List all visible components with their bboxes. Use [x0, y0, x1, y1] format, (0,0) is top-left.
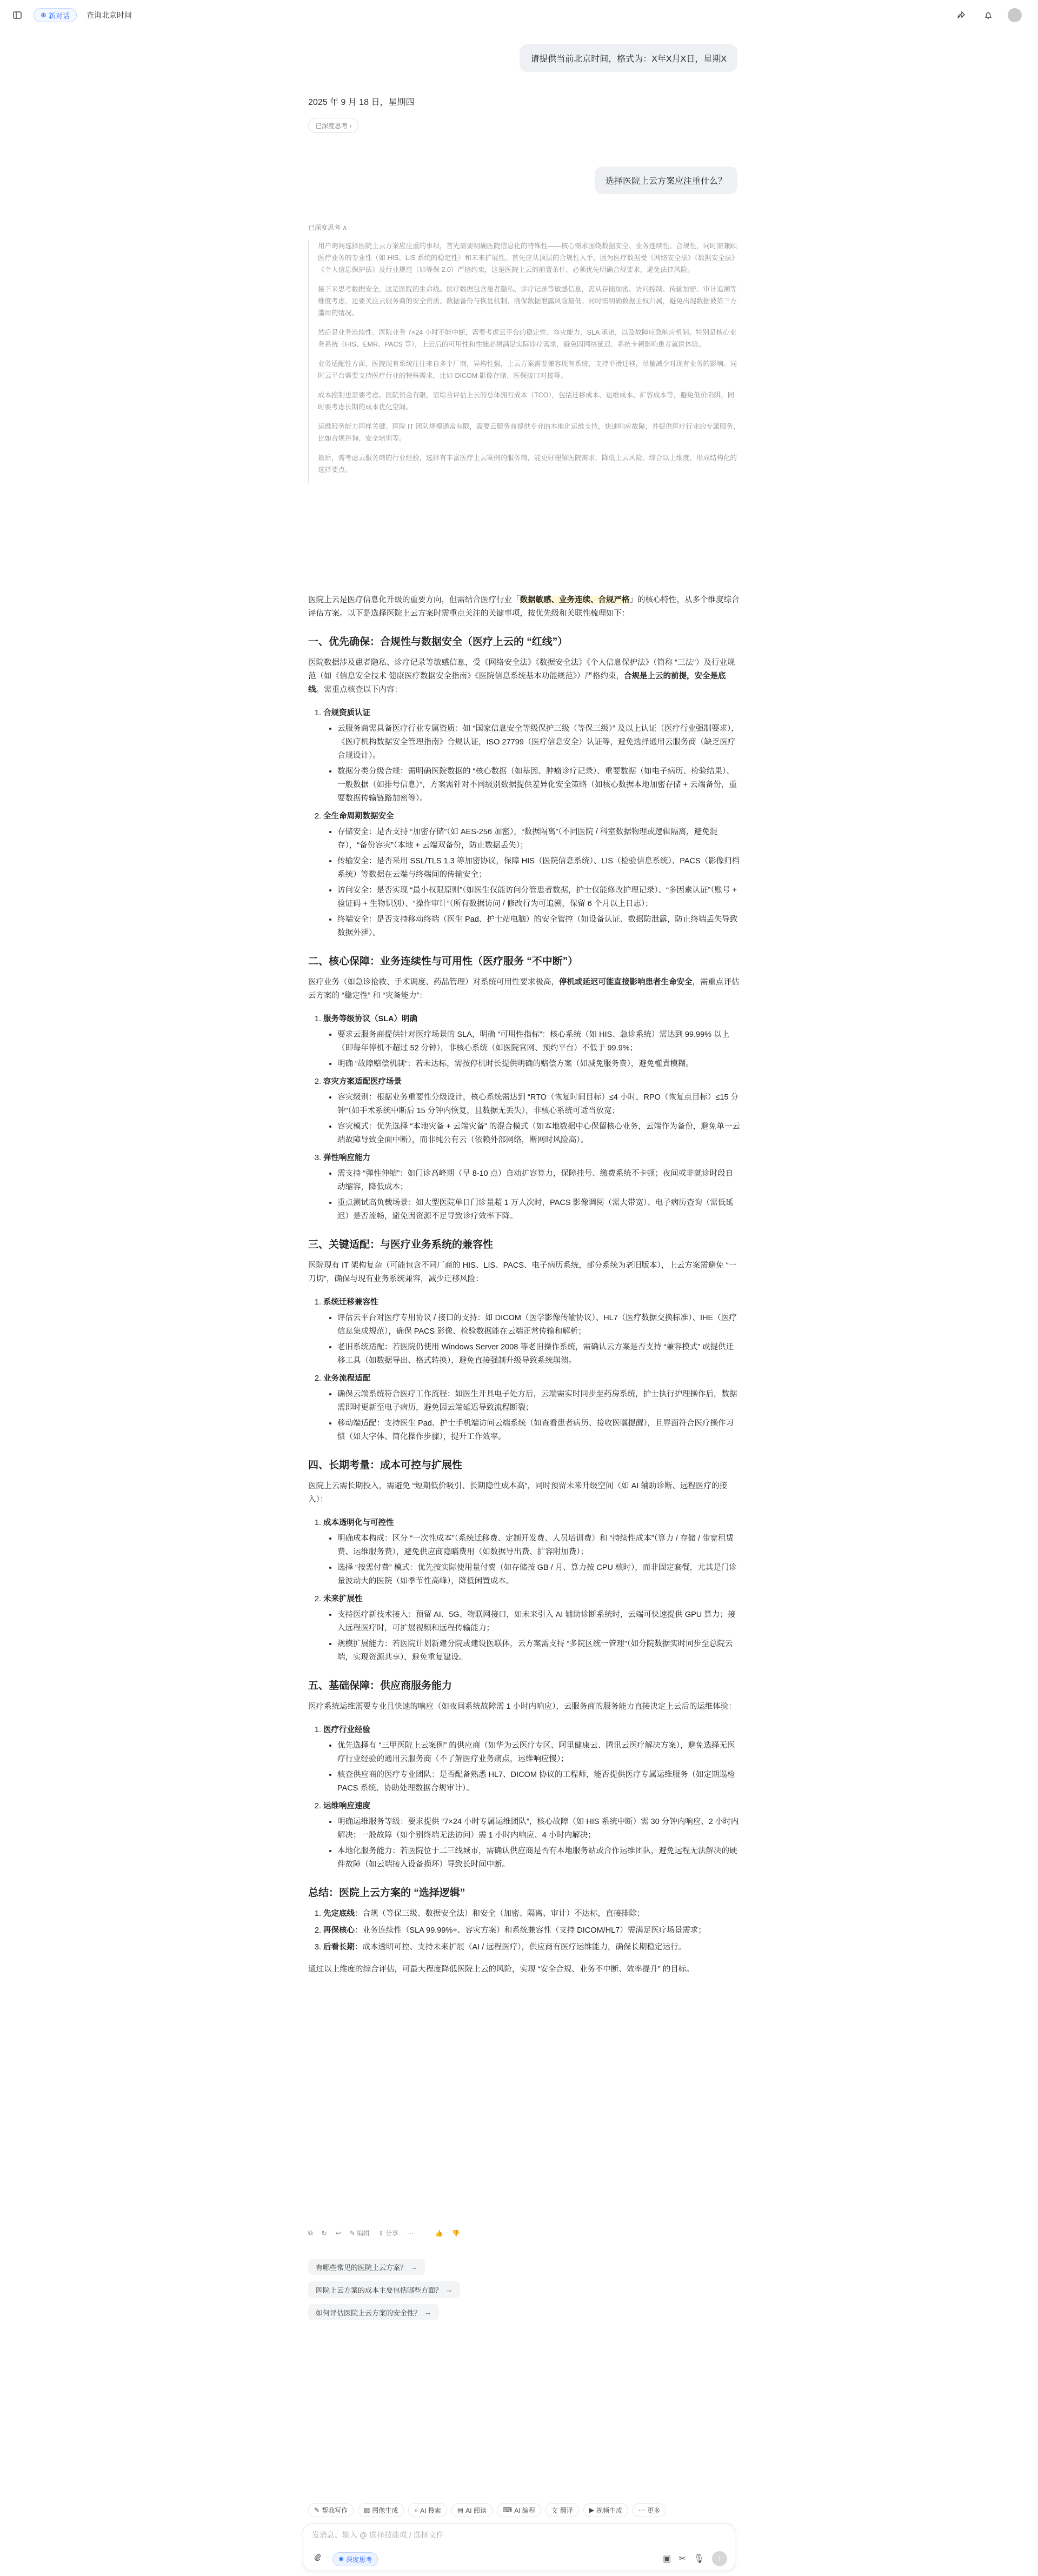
reasoning-paragraph: 接下来思考数据安全，这是医院的生命线。医疗数据包含患者隐私、诊疗记录等敏感信息，需从存储加密、访问控制、传输加密、审计追溯等维度考虑，还要关注云服务商的安全资质、数据备份与恢复机制，确保数据泄露风险最低。同时需明确数据主权归属，避免出现数据被第三方滥用的情况。 [318, 285, 737, 317]
bullet-list [323, 1815, 741, 1872]
summary-item [323, 1941, 741, 1954]
bullet-list [323, 1312, 741, 1368]
atom-icon: ✺ [338, 2555, 344, 2563]
section-4-title: 四、长期考量：成本可控与扩展性 [308, 1460, 463, 1471]
summary-item-text: ：成本透明可控、支持未来扩展（AI / 远程医疗），供应商有医疗运维能力，确保长期稳定运行。 [355, 1943, 687, 1952]
bullet-item: • 明确 “故障赔偿机制”：若未达标，需按停机时长提供明确的赔偿方案（如减免服务费），避免權責模糊。 [337, 1057, 741, 1071]
pen-icon: ✎ [314, 2506, 320, 2514]
summary-item-title: 后看长期 [323, 1943, 355, 1952]
bullet-item: • 优先选择有 “三甲医院上云案例” 的供应商（如华为云医疗专区、阿里健康云、腾讯云医疗解决方案），避免选择无医疗行业经验的通用云服务商（不了解医疗业务痛点，运维响应慢）； [337, 1739, 741, 1766]
arrow-right-icon: → [410, 2262, 418, 2271]
ai-read-icon: ▤ [457, 2506, 464, 2514]
section-4-intro: 医院上云需长期投入，需避免 “短期低价吸引、长期隐性成本高”，同时预留未来升级空间（如 AI 辅助诊断、远程医疗的接入）： [308, 1482, 727, 1504]
bullet-item: • 规模扩展能力：若医院计划新建分院或建设医联体，云方案需支持 “多院区统一管理”（如分院数据实时同步至总院云端，实现资源共享），避免重复建设。 [337, 1638, 741, 1665]
section-4-list [308, 1516, 741, 1665]
more-icon[interactable]: ··· [407, 2229, 414, 2237]
more-icon: ⋯ [638, 2506, 646, 2514]
bullet-item: • 确保云端系统符合医疗工作流程：如医生开具电子处方后，云端需实时同步至药房系统，护士执行护理操作后，数据需即时更新至电子病历，避免因云端延迟导致流程断裂； [337, 1388, 741, 1415]
suggestion-3[interactable]: 如何评估医院上云方案的安全性？ → [308, 2304, 439, 2320]
list-item [323, 1800, 741, 1872]
answer-date: 2025 年 9 月 18 日，星期四 [308, 98, 415, 107]
reasoning-paragraph: 最后，需考虑云服务商的行业经验，选择有丰富医疗上云案例的服务商，能更好理解医院需求，降低上云风险。综合以上维度，形成结构化的选择要点。 [318, 454, 737, 474]
bullet-item: • 传输安全：是否采用 SSL/TLS 1.3 等加密协议，保障 HIS（医院信息系统）、LIS（检验信息系统）、PACS（影像归档系统）等数据在云端与终端间的传输安全； [337, 855, 741, 882]
microphone-icon[interactable]: 🎙 [693, 2554, 704, 2564]
bullet-item: • 容灾模式：优先选择 “本地灾备 + 云端灾备” 的混合模式（如本地数据中心保留核心业务，云端作为备份，避免单一云端故障导致全面中断），而非纯公有云（依赖外部网络，断网时风险高）。 [337, 1120, 741, 1147]
list-item [323, 1593, 741, 1665]
bullet-item: • 支持医疗新技术接入：预留 AI、5G、物联网接口，如未来引入 AI 辅助诊断系统时，云端可快速提供 GPU 算力；接入远程医疗时，可扩展视频和远程传输能力； [337, 1608, 741, 1635]
bullet-list [323, 1608, 741, 1665]
bullet-item: • 存储安全：是否支持 “加密存储”（如 AES-256 加密），“数据隔离”（不同医院 / 科室数据物理或逻辑隔离，避免混存），“备份容灾”（本地 + 云端双备份，防止数据丢失）； [337, 826, 741, 853]
bullet-item: • 需支持 “弹性伸缩”：如门诊高峰期（早 8-10 点）自动扩容算力，保障挂号、缴费系统不卡顿；夜间或非就诊时段自动缩容，降低成本； [337, 1167, 741, 1194]
answer-intro: 医院上云是医疗信息化升级的重要方向，但需结合医疗行业「数据敏感、业务连续、合规严格」的核心特性，从多个维度综合评估方案。以下是选择医院上云方案时需重点关注的关键事项，按优先级和关联性梳理如下： [308, 596, 740, 618]
answer-actions [308, 2228, 460, 2238]
paperclip-icon[interactable] [313, 2553, 322, 2565]
tool-button[interactable] [583, 2503, 628, 2517]
bullet-item: • 明确运维服务等级：要求提供 “7×24 小时专属运维团队”，核心故障（如 HIS 系统中断）需 30 分钟内响应、2 小时内解决；一般故障（如个别终端无法访问）需 1 小时内响应、4 小时内解决； [337, 1815, 741, 1842]
bullet-item: • 明确成本构成：区分 “一次性成本”（系统迁移费、定制开发费、人员培训费）和 “持续性成本”（算力 / 存储 / 带宽租赁费、运维服务费），避免供应商隐瞞费用（如数据导出费、扩容附加费）； [337, 1532, 741, 1559]
list-item-title: 2. 运维响应速度 [323, 1802, 370, 1810]
screenshot-icon[interactable]: ▣ [663, 2554, 671, 2564]
pencil-icon: ✎ [349, 2229, 355, 2237]
section-1-list [308, 707, 741, 940]
bullet-list [323, 722, 741, 806]
summary-item [323, 1907, 741, 1921]
bullet-list [323, 1091, 741, 1147]
tool-label: AI 阅读 [465, 2506, 487, 2514]
scissors-icon[interactable]: ✂ [678, 2554, 686, 2564]
arrow-up-icon: ↑ [717, 2554, 722, 2563]
bullet-item: • 访问安全：是否实现 “最小权限原则”（如医生仅能访问分管患者数据，护士仅能修改护理记录）、“多因素认证”（账号 + 验证码 + 生物识别）、“操作审计”（所有数据访问 / 修改行为可追溯，保留 6 个月以上日志）； [337, 884, 741, 911]
image-icon: ▨ [364, 2506, 370, 2514]
summary-title: 总结：医院上云方案的 “选择逻辑” [308, 1887, 465, 1899]
section-2-title: 二、核心保障：业务连续性与可用性（医疗服务 “不中断”） [308, 956, 578, 967]
list-item [323, 1013, 741, 1071]
bell-icon[interactable] [981, 8, 996, 23]
list-item [323, 1075, 741, 1147]
conversation-title: 查询北京时间 [86, 11, 132, 19]
list-item [323, 1372, 741, 1444]
section-1-title: 一、优先确保：合规性与数据安全（医疗上云的 “红线”） [308, 636, 568, 648]
list-item [323, 1516, 741, 1588]
new-chat-label: 新对话 [48, 11, 70, 20]
section-2-list [308, 1013, 741, 1223]
tool-button[interactable] [308, 2503, 354, 2517]
list-item-title: 2. 未来扩展性 [323, 1595, 363, 1603]
reasoning-toggle[interactable]: 已深度思考 ∧ [308, 224, 348, 231]
list-item-title: 2. 全生命周期数据安全 [323, 812, 394, 821]
deep-think-chip[interactable]: 已深度思考 › [308, 118, 358, 133]
suggestion-2[interactable]: 医院上云方案的成本主要包括哪些方面？ → [308, 2281, 460, 2298]
thumbs-up-icon[interactable]: 👍 [435, 2229, 443, 2237]
message-input[interactable] [312, 2531, 690, 2539]
copy-icon[interactable]: ⧉ [308, 2229, 313, 2236]
tool-label: 图像生成 [372, 2506, 398, 2514]
ai-code-icon: ⌨ [502, 2506, 513, 2514]
share-small-icon: ⇪ [378, 2229, 384, 2237]
bullet-list [323, 826, 741, 940]
bullet-list [323, 1739, 741, 1795]
sidebar-toggle-icon[interactable] [10, 8, 25, 23]
reasoning-paragraph: 运维服务能力同样关键。医院 IT 团队规模通常有限，需要云服务商提供专业的本地化运维支持，快速响应故障，并提供医疗行业的专属服务，比如合规咨询、安全培训等。 [318, 423, 740, 442]
ai-search-icon: ⌕ [414, 2506, 418, 2514]
share-icon[interactable] [954, 8, 969, 23]
regenerate-icon[interactable]: ↻ [321, 2229, 327, 2237]
summary-item-text: ：合规（等保三级、数据安全法）和安全（加密、隔离、审计）不达标，直接排除； [355, 1909, 645, 1918]
list-item [323, 810, 741, 940]
summary-list [308, 1907, 741, 1954]
deep-think-button[interactable]: ✺ 深度思考 [332, 2552, 378, 2566]
section-1-intro: 医院数据涉及患者隐私、诊疗记录等敏感信息，受《网络安全法》《数据安全法》《个人信息保护法》（简称 “三法”）及行业规范（如《信息安全技术 健康医疗数据安全指南》《医院信息系统基本功能规范》）严格约束，合规是上云的前提，安全是底线。需重点核查以下内容： [308, 658, 735, 694]
list-item-title: 1. 系统迁移兼容性 [323, 1298, 378, 1307]
bullet-item: • 终端安全：是否支持移动终端（医生 Pad、护士站电脑）的安全管控（如设备认证、数据防泄露，防止终端丢失导致数据外泄）。 [337, 913, 741, 940]
list-item-title: 2. 业务流程适配 [323, 1374, 370, 1383]
bullet-item: • 云服务商需具备医疗行业专属资质：如 “国家信息安全等级保护三级（等保三级）” 及以上认证（医疗行业强制要求），《医疗机构数据安全管理指南》合规认证，ISO 27799（医疗信息安全）认证等，避免选择通用云服务商（缺乏医疗合规设计）。 [337, 722, 741, 763]
section-2-intro: 医疗业务（如急诊抢救、手术调度、药品管理）对系统可用性要求极高，停机或延迟可能直接影响患者生命安全，需重点评估云方案的 “稳定性” 和 “灾备能力”： [308, 978, 740, 1000]
section-5-title: 五、基础保障：供应商服务能力 [308, 1680, 453, 1692]
tool-label: 视频生成 [596, 2506, 623, 2514]
tool-label: 更多 [647, 2506, 661, 2514]
section-3-title: 三、关键适配：与医疗业务系统的兼容性 [308, 1239, 494, 1250]
bullet-item: • 本地化服务能力：若医院位于二三线城市，需确认供应商是否有本地服务站或合作运维团队，避免远程无法解决的硬件故障（如云端接入设备损坏）导致长时间中断。 [337, 1845, 741, 1872]
bullet-item: • 要求云服务商提供针对医疗场景的 SLA，明确 “可用性指标”：核心系统（如 HIS、急诊系统）需达到 99.99% 以上（即每年停机不超过 52 分钟），非核心系统（如医院官网、预约平台）不低于 99.9%； [337, 1028, 741, 1055]
summary-item [323, 1924, 741, 1938]
summary-item-title: 先定底线 [323, 1909, 355, 1918]
share-button[interactable]: ⇪ 分享 [378, 2229, 398, 2237]
bullet-item: • 评估云平台对医疗专用协议 / 接口的支持：如 DICOM（医学影像传输协议）、HL7（医疗数据交换标准）、IHE（医疗信息集成规范），确保 PACS 影像、检验数据能在云端正常传输和解析； [337, 1312, 741, 1339]
summary-item-text: ：业务连续性（SLA 99.99%+、容灾方案）和系统兼容性（支持 DICOM/HL7）需满足医疗场景需求； [355, 1926, 706, 1935]
reasoning-paragraph: 用户询问选择医院上云方案应注重的事项，首先需要明确医院信息化的特殊性——核心需求围绕数据安全、业务连续性、合规性，同时需兼顾医疗业务的专业性（如 HIS、LIS 系统的稳定性）和未来扩展性。首先应从顶层的合规性入手，因为医疗数据受《网络安全法》《数据安全法》《个人信息保护法》及行业规范（如等保 2.0）严格约束，这是医院上云的前置条件，必须优先明确合规要求，避免法律风险。 [318, 242, 738, 274]
bullet-list [323, 1028, 741, 1071]
user-message-1: 请提供当前北京时间，格式为：X年X月X日，星期X [520, 44, 737, 72]
bullet-item: • 数据分类分级合规：需明确医院数据的 “核心数据（如基因、肿瘤诊疗记录）、重要数据（如电子病历、检验结果）、一般数据（如排号信息）”，方案需针对不同级别数据提供差异化安全策略（如核心数据本地加密存储 + 云端备份，重要数据传输链路加密等）。 [337, 765, 741, 806]
skill-toolbar [308, 2503, 666, 2517]
list-item-title: 1. 医疗行业经验 [323, 1726, 370, 1734]
tool-label: AI 搜索 [420, 2506, 441, 2514]
bullet-list [323, 1532, 741, 1588]
arrow-right-icon: → [424, 2308, 432, 2317]
tool-label: AI 编程 [514, 2506, 535, 2514]
list-item-title: 1. 服务等级协议（SLA）明确 [323, 1015, 417, 1023]
user-message-2: 选择医院上云方案应注重什么？ [595, 167, 737, 194]
edit-button[interactable]: ✎ 编辑 [349, 2229, 370, 2237]
bullet-list [323, 1388, 741, 1444]
plus-icon: ⊕ [41, 11, 46, 19]
thumbs-down-icon[interactable]: 👎 [451, 2229, 460, 2237]
assistant-answer [308, 594, 741, 1986]
reasoning-paragraph: 然后是业务连续性。医院业务 7×24 小时不能中断，需要考虑云平台的稳定性、容灾能力、SLA 承诺，以及故障应急响应机制。特别是核心业务系统（HIS、EMR、PACS 等），上云后的可用性和性能必须满足实际诊疗需求，避免因网络延迟、系统卡顿影响患者就医体验。 [318, 329, 737, 348]
list-item [323, 1151, 741, 1223]
bullet-item: • 选择 “按需付费” 模式：优先按实际使用量付费（如存储按 GB / 月、算力按 CPU 核时），而非固定套餐，尤其是门诊量波动大的医院（如季节性高峰），降低闲置成本。 [337, 1561, 741, 1588]
send-button[interactable] [712, 2551, 727, 2566]
new-chat-button[interactable] [34, 8, 77, 22]
tool-button[interactable] [545, 2503, 579, 2517]
tool-label: 翻译 [560, 2506, 573, 2514]
list-item-title: 3. 弹性响应能力 [323, 1154, 370, 1162]
list-item-title: 1. 成本透明化与可控性 [323, 1519, 394, 1527]
tool-button[interactable] [633, 2503, 666, 2517]
list-item-title: 2. 容灾方案适配医疗场景 [323, 1077, 402, 1086]
tool-button[interactable] [497, 2503, 541, 2517]
bullet-item: • 老旧系统适配：若医院仍使用 Windows Server 2008 等老旧操作系统，需确认云方案是否支持 “兼容模式” 或提供迁移工具（如数据导出、格式转换），避免直接强制升级导致系统崩溃。 [337, 1341, 741, 1368]
avatar[interactable] [1008, 8, 1022, 22]
section-5-intro: 医疗系统运维需要专业且快速的响应（如夜间系统故障需 1 小时内响应），云服务商的服务能力直接决定上云后的运维体验： [308, 1702, 736, 1711]
section-3-list [308, 1296, 741, 1444]
suggestion-1[interactable]: 有哪些常见的医院上云方案？ → [308, 2259, 425, 2275]
arrow-right-icon: → [445, 2285, 453, 2294]
summary-item-title: 再保核心 [323, 1926, 355, 1935]
composer [303, 2524, 735, 2571]
bullet-item: • 移动端适配：支持医生 Pad、护士手机端访问云端系统（如查看患者病历、接收医嘱提醒），且界面符合医疗操作习惯（如大字体、简化操作步骤），提升工作效率。 [337, 1417, 741, 1444]
list-item [323, 1296, 741, 1368]
reply-icon[interactable]: ↩ [335, 2229, 341, 2237]
video-icon: ▶ [589, 2506, 595, 2514]
answer-outro: 通过以上维度的综合评估，可最大程度降低医院上云的风险，实现 “安全合规、业务不中断、效率提升” 的目标。 [308, 1965, 694, 1974]
bullet-item: • 容灾级别：根据业务重要性分级设计，核心系统需达到 “RTO（恢复时间目标）≤4 小时，RPO（恢复点目标）≤15 分钟”（如手术系统中断后 15 分钟内恢复，且数据无丢失），非核心系统可适当放宽； [337, 1091, 741, 1118]
list-item [323, 707, 741, 806]
top-bar [0, 0, 1038, 30]
section-3-intro: 医院现有 IT 架构复杂（可能包含不同厂商的 HIS、LIS、PACS、电子病历系统，部分系统为老旧版本），上云方案需避免 “一刀切”，确保与现有业务系统兼容，减少迁移风险： [308, 1261, 737, 1283]
list-item-title: 1. 合规资质认证 [323, 709, 370, 717]
section-5-list [308, 1723, 741, 1872]
reasoning-paragraph: 成本控制也需要考虑。医院资金有限，需综合评估上云的总体拥有成本（TCO），包括迁移成本、运维成本、扩容成本等，避免低价陷阱，同时要考虑长期的成本优化空间。 [318, 391, 735, 411]
reasoning-paragraph: 业务适配性方面，医院现有系统往往来自多个厂商，异构性强，上云方案需要兼容现有系统，支持平滑迁移，尽量减少对现有业务的影响。同时云平台需要支持医疗行业的特殊需求，比如 DICOM 影像存储、医保接口对接等。 [318, 360, 737, 380]
list-item [323, 1723, 741, 1795]
tool-button[interactable] [451, 2503, 493, 2517]
bullet-item: • 核查供应商的医疗专业团队：是否配备熟悉 HL7、DICOM 协议的工程师，能否提供医疗专属运维服务（如定期巡检 PACS 系统、协助处理数据合规审计）。 [337, 1768, 741, 1795]
tool-label: 帮我写作 [322, 2506, 348, 2514]
bullet-list [323, 1167, 741, 1223]
bullet-item: • 重点测试高负载场景：如大型医院单日门诊量超 1 万人次时，PACS 影像调阅（需大带宽）、电子病历查询（需低延迟）是否流畅，避免因资源不足导致诊疗效率下降。 [337, 1196, 741, 1223]
tool-button[interactable] [408, 2503, 447, 2517]
translate-icon: 文 [551, 2506, 558, 2514]
reasoning-block [308, 240, 741, 483]
tool-button[interactable] [358, 2503, 404, 2517]
